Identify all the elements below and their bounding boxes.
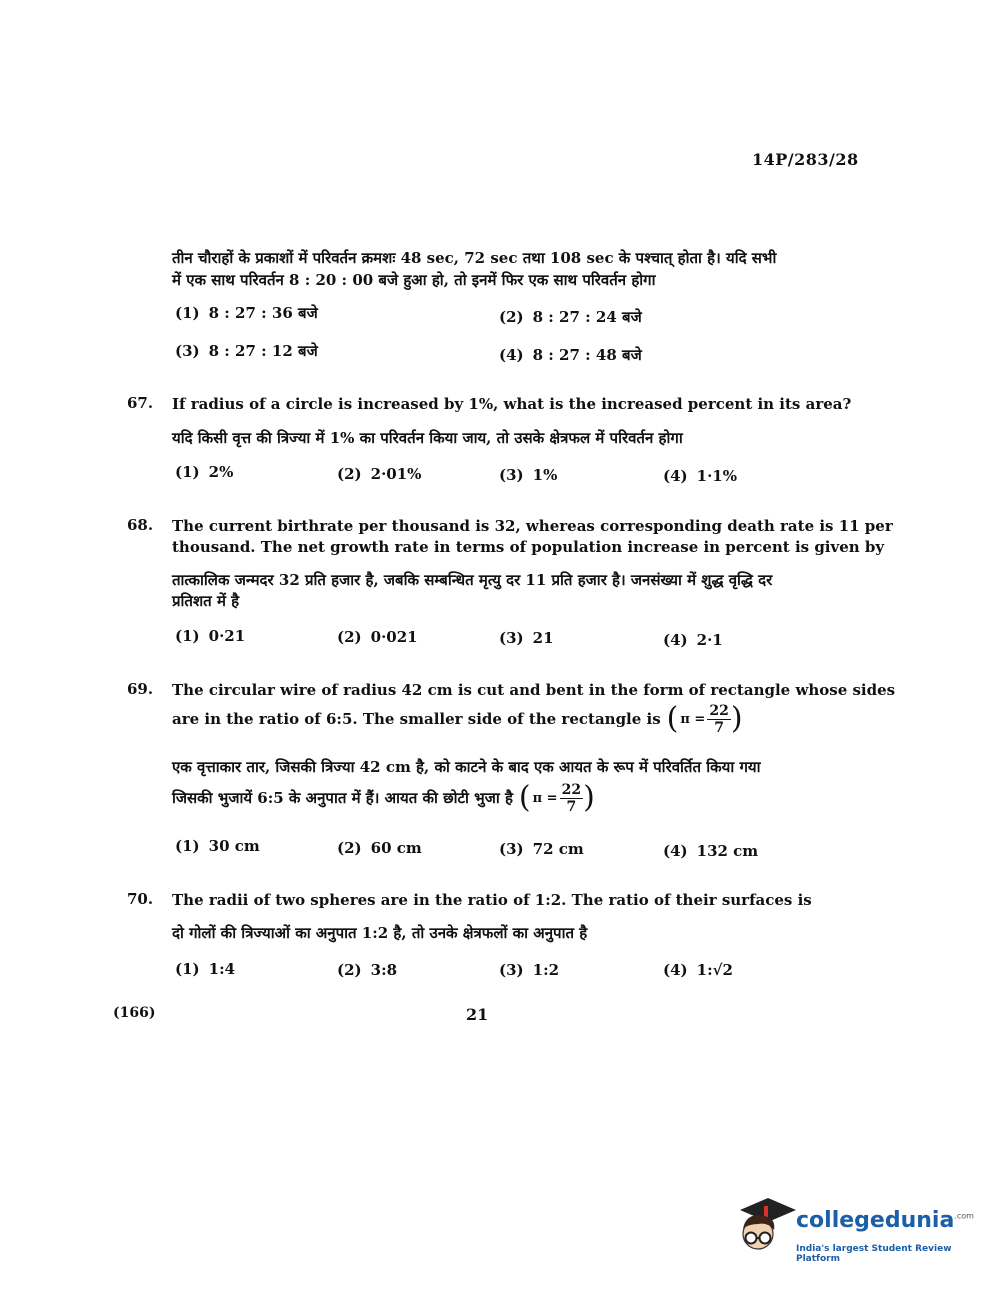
q67-option-4: (4) 1·1% (663, 467, 737, 485)
q70-option-2: (2) 3:8 (337, 961, 398, 979)
q70-number: 70. (127, 890, 154, 908)
pi-value-formula-hindi: ( π = $\frac{22}{7}$ ) (518, 780, 595, 815)
collegedunia-brand-text: collegedunia$^{.com}$ (796, 1208, 974, 1233)
q67-english: If radius of a circle is increased by 1%, what is the increased percent in its area? (172, 395, 852, 413)
q70-option-1: (1) 1:4 (175, 960, 236, 978)
q69-hindi-line-1: एक वृत्ताकार तार, जिसकी त्रिज्या 42 cm है, को काटने के बाद एक आयत के रूप में परिवर्तित किया गया (172, 758, 761, 776)
q67-number: 67. (127, 394, 154, 412)
q66-option-3: (3) 8 : 27 : 12 बजे (175, 342, 318, 360)
pi-value-formula: ( π = $\frac{22}{7}$ ) (666, 701, 743, 736)
q67-hindi: यदि किसी वृत्त की त्रिज्या में 1% का परिवर्तन किया जाय, तो उसके क्षेत्रफल में परिवर्तन होगा (172, 429, 683, 447)
q69-option-2: (2) 60 cm (337, 839, 422, 857)
q69-english-line-1: The circular wire of radius 42 cm is cut and bent in the form of rectangle whose sides (172, 681, 896, 699)
q70-option-4: (4) 1:√2 (663, 961, 733, 979)
collegedunia-tagline: India's largest Student Review Platform (796, 1244, 952, 1264)
q69-english-line-2: are in the ratio of 6:5. The smaller side of the rectangle is ( π = $\frac{22}{7}$ ) (172, 701, 743, 736)
q70-option-3: (3) 1:2 (499, 961, 560, 979)
q70-english: The radii of two spheres are in the ratio of 1:2. The ratio of their surfaces is (172, 891, 812, 909)
q68-option-3: (3) 21 (499, 629, 554, 647)
q68-option-4: (4) 2·1 (663, 631, 723, 649)
q69-option-1: (1) 30 cm (175, 837, 260, 855)
q67-option-2: (2) 2·01% (337, 465, 422, 483)
paper-code: 14P/283/28 (752, 150, 859, 169)
q66-option-2: (2) 8 : 27 : 24 बजे (499, 308, 642, 326)
q68-english-line-1: The current birthrate per thousand is 32, whereas corresponding death rate is 11 per (172, 517, 893, 535)
q68-english-line-2: thousand. The net growth rate in terms of population increase in percent is given by (172, 538, 885, 556)
q70-hindi: दो गोलों की त्रिज्याओं का अनुपात 1:2 है, तो उनके क्षेत्रफलों का अनुपात है (172, 924, 588, 942)
q69-option-4: (4) 132 cm (663, 842, 759, 860)
booklet-series-code: (166) (113, 1005, 156, 1021)
q68-option-1: (1) 0·21 (175, 627, 246, 645)
q68-number: 68. (127, 516, 154, 534)
q66-option-4: (4) 8 : 27 : 48 बजे (499, 346, 642, 364)
q69-hindi-line-2: जिसकी भुजायें 6:5 के अनुपात में हैं। आयत की छोटी भुजा है ( π = $\frac{22}{7}$ ) (172, 780, 595, 815)
q68-hindi-line-2: प्रतिशत में है (172, 592, 240, 610)
q69-number: 69. (127, 680, 154, 698)
q66-hindi-line-2: में एक साथ परिवर्तन 8 : 20 : 00 बजे हुआ हो, तो इनमें फिर एक साथ परिवर्तन होगा (172, 271, 656, 289)
q68-option-2: (2) 0·021 (337, 628, 418, 646)
page-number: 21 (466, 1005, 489, 1024)
q66-option-1: (1) 8 : 27 : 36 बजे (175, 304, 318, 322)
q68-hindi-line-1: तात्कालिक जन्मदर 32 प्रति हजार है, जबकि सम्बन्धित मृत्यु दर 11 प्रति हजार है। जनसंख्या में शुद्ध वृद्धि दर (172, 571, 773, 589)
q66-hindi-line-1: तीन चौराहों के प्रकाशों में परिवर्तन क्रमशः 48 sec, 72 sec तथा 108 sec के पश्चात् होता है। यदि सभी (172, 249, 777, 267)
q67-option-1: (1) 2% (175, 463, 234, 481)
q67-option-3: (3) 1% (499, 466, 558, 484)
q69-option-3: (3) 72 cm (499, 840, 584, 858)
